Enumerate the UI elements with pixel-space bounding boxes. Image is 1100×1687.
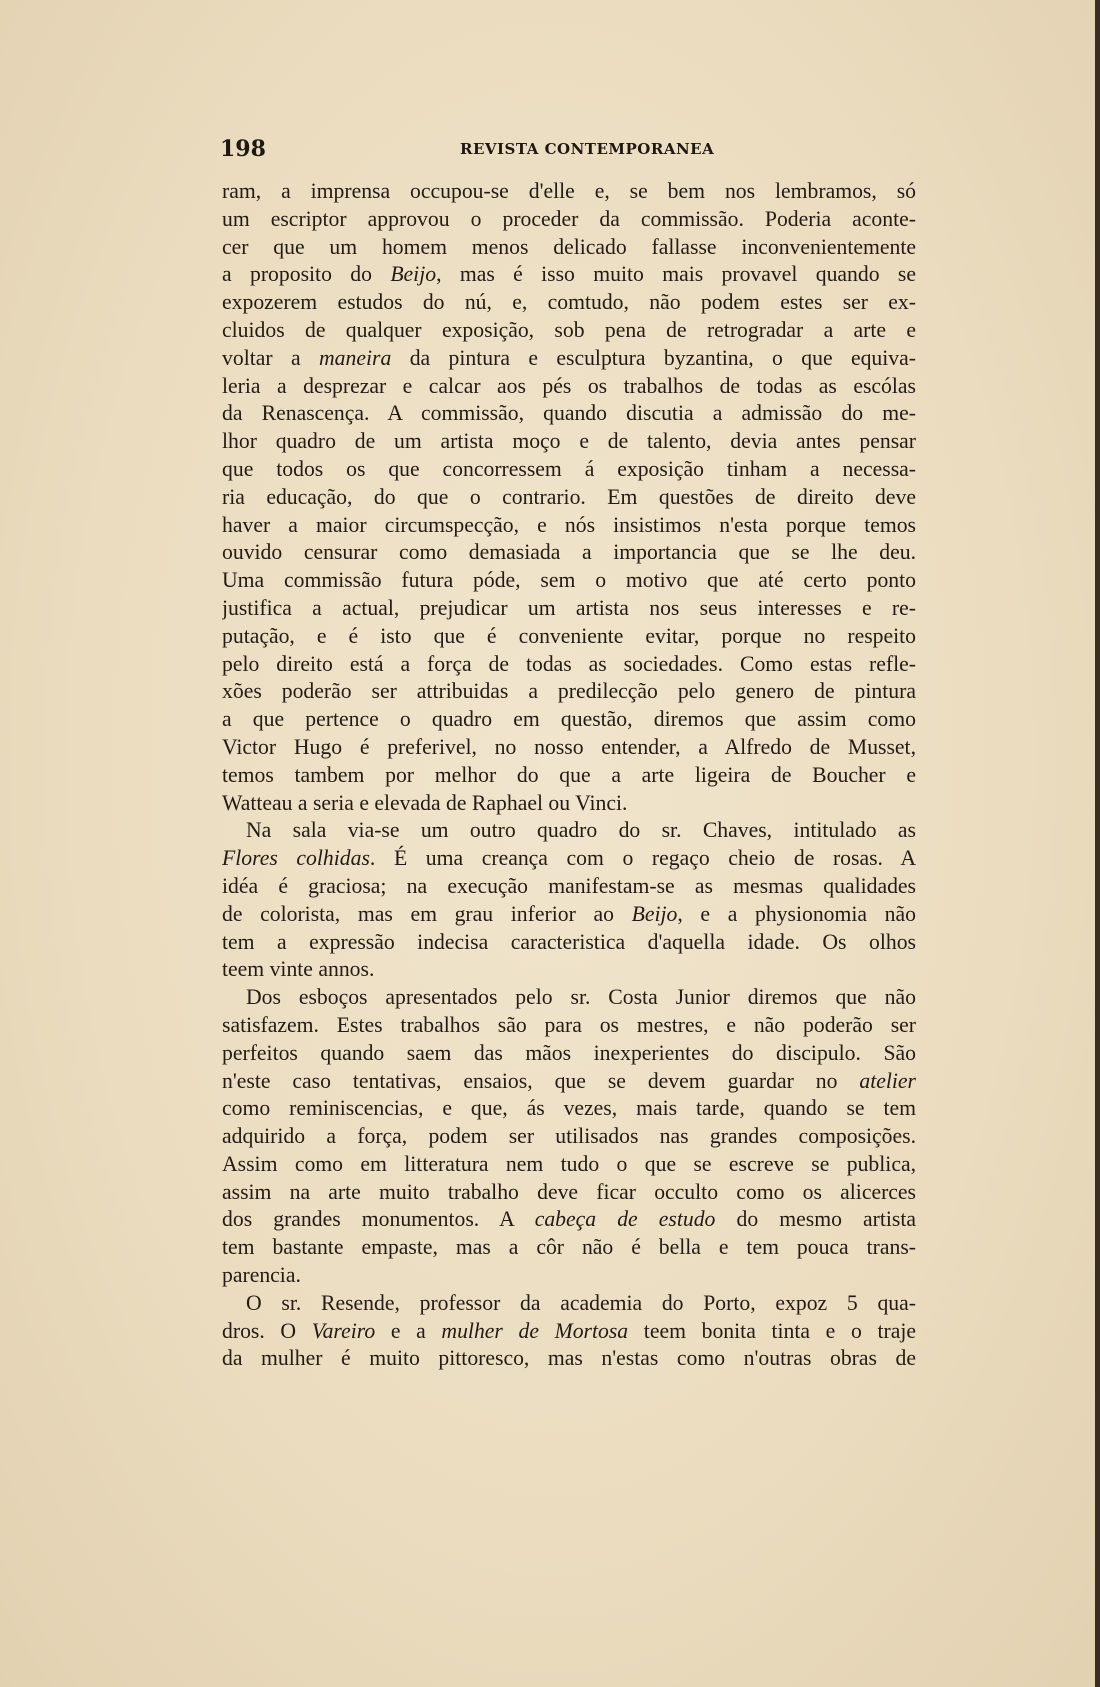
text-run: , mas é isso muito mais provavel quando se [436, 262, 916, 287]
text-run: voltar a [222, 345, 319, 370]
italic-title: Beijo [631, 901, 678, 926]
text-line [222, 373, 916, 401]
italic-title: Vareiro [311, 1318, 376, 1343]
text-line [222, 762, 916, 790]
text-run: Uma commissão futura póde, sem o motivo que até certo ponto [222, 568, 916, 593]
text-line [222, 1040, 916, 1068]
text-run: ria educação, do que o contrario. Em questões de direito deve [222, 484, 916, 509]
text-run: cer que um homem menos delicado fallasse inconvenientemente [222, 234, 916, 259]
text-run: um escriptor approvou o proceder da commissão. Poderia aconte- [222, 206, 916, 231]
text-run: Dos esboços apresentados pelo sr. Costa Junior diremos que não [246, 985, 916, 1010]
text-run: O sr. Resende, professor da academia do Porto, expoz 5 qua- [246, 1290, 916, 1315]
text-run: que todos os que concorressem á exposição tinham a necessa- [222, 456, 916, 481]
text-line [222, 428, 916, 456]
page-header [220, 136, 940, 166]
italic-title: atelier [859, 1068, 916, 1093]
text-run: Assim como em litteratura nem tudo o que se escreve se publica, [222, 1151, 916, 1176]
text-run: expozerem estudos do nú, e, comtudo, não podem estes ser ex- [222, 290, 916, 315]
text-run: ouvido censurar como demasiada a importancia que se lhe deu. [222, 540, 916, 565]
text-run: dros. O [222, 1318, 312, 1343]
text-line [222, 234, 916, 262]
text-run: assim na arte muito trabalho deve ficar occulto como os alicerces [222, 1179, 916, 1204]
italic-title: mulher de Mortosa [441, 1318, 629, 1343]
text-run: Victor Hugo é preferivel, no nosso entender, a Alfredo de Musset, [222, 734, 916, 759]
text-line [222, 261, 916, 289]
text-run: de colorista, mas em grau inferior ao [222, 901, 632, 926]
text-run: justifica a actual, prejudicar um artista nos seus interesses e re- [222, 595, 916, 620]
text-line [222, 1234, 916, 1262]
text-line [222, 178, 916, 206]
text-run: tem a expressão indecisa caracteristica d'aquella idade. Os olhos [222, 929, 916, 954]
text-line [222, 678, 916, 706]
text-line [222, 1262, 916, 1290]
text-line [222, 539, 916, 567]
running-title: REVISTA CONTEMPORANEA [460, 140, 715, 158]
text-line [222, 706, 916, 734]
text-line [222, 345, 916, 373]
text-run: da pintura e esculptura byzantina, o que equiva- [391, 345, 916, 370]
text-line [222, 1318, 916, 1346]
text-line [222, 1206, 916, 1234]
text-line [222, 1095, 916, 1123]
text-line [222, 1012, 916, 1040]
text-line [222, 1345, 916, 1373]
body-text [222, 178, 916, 1373]
text-run: n'este caso tentativas, ensaios, que se devem guardar no [222, 1068, 860, 1093]
text-line [222, 289, 916, 317]
text-run: da mulher é muito pittoresco, mas n'estas como n'outras obras de [222, 1346, 916, 1371]
text-run: idéa é graciosa; na execução manifestam-se as mesmas qualidades [222, 873, 916, 898]
text-run: xões poderão ser attribuidas a predilecção pelo genero de pintura [222, 679, 916, 704]
text-run: satisfazem. Estes trabalhos são para os mestres, e não poderão ser [222, 1012, 916, 1037]
text-run: parencia. [222, 1263, 301, 1288]
text-run: ram, a imprensa occupou-se d'elle e, se bem nos lembramos, só [222, 179, 916, 203]
text-run: tem bastante empaste, mas a côr não é bella e tem pouca trans- [222, 1235, 916, 1260]
italic-title: cabeça de estudo [534, 1207, 716, 1232]
text-run: . É uma creança com o regaço cheio de rosas. A [369, 846, 916, 871]
text-line [222, 400, 916, 428]
text-line [222, 456, 916, 484]
text-line [222, 1290, 916, 1318]
text-line [222, 484, 916, 512]
text-line [222, 623, 916, 651]
text-run: como reminiscencias, e que, ás vezes, mais tarde, quando se tem [222, 1096, 916, 1121]
text-run: teem vinte annos. [222, 957, 375, 982]
text-run: Watteau a seria e elevada de Raphael ou Vinci. [222, 790, 628, 815]
text-line [222, 984, 916, 1012]
text-line [222, 317, 916, 345]
text-line [222, 1151, 916, 1179]
text-run: pelo direito está a força de todas as sociedades. Como estas refle- [222, 651, 916, 676]
text-line [222, 1123, 916, 1151]
text-run: dos grandes monumentos. A [222, 1207, 535, 1232]
text-run: leria a desprezar e calcar aos pés os trabalhos de todas as escólas [222, 373, 916, 398]
italic-title: Flores colhidas [222, 846, 370, 871]
text-line [222, 206, 916, 234]
text-line [222, 873, 916, 901]
text-run: perfeitos quando saem das mãos inexperientes do discipulo. São [222, 1040, 916, 1065]
text-line [222, 929, 916, 957]
text-line [222, 512, 916, 540]
text-run: lhor quadro de um artista moço e de talento, devia antes pensar [222, 429, 916, 454]
italic-title: maneira [319, 345, 392, 370]
text-line [222, 790, 916, 818]
text-line [222, 651, 916, 679]
text-run: adquirido a força, podem ser utilisados nas grandes composições. [222, 1124, 916, 1149]
text-run: a que pertence o quadro em questão, diremos que assim como [222, 707, 916, 732]
text-run: cluidos de qualquer exposição, sob pena de retrogradar a arte e [222, 317, 916, 342]
text-line [222, 567, 916, 595]
text-run: do mesmo artista [715, 1207, 916, 1232]
text-run: haver a maior circumspecção, e nós insistimos n'esta porque temos [222, 512, 916, 537]
text-run: temos tambem por melhor do que a arte ligeira de Boucher e [222, 762, 916, 787]
text-run: e a [375, 1318, 442, 1343]
italic-title: Beijo [390, 262, 437, 287]
text-run: a proposito do [222, 262, 391, 287]
text-run: , e a physionomia não [677, 901, 916, 926]
page-number: 198 [220, 136, 266, 162]
text-run: Na sala via-se um outro quadro do sr. Chaves, intitulado as [246, 818, 916, 843]
text-line [222, 1179, 916, 1207]
text-line [222, 901, 916, 929]
page-edge-shadow [1095, 0, 1100, 1687]
text-line [222, 734, 916, 762]
text-line [222, 845, 916, 873]
text-line [222, 595, 916, 623]
text-line [222, 817, 916, 845]
text-run: da Renascença. A commissão, quando discutia a admissão do me- [222, 401, 916, 426]
text-line [222, 956, 916, 984]
text-run: putação, e é isto que é conveniente evitar, porque no respeito [222, 623, 916, 648]
text-line [222, 1068, 916, 1096]
text-run: teem bonita tinta e o traje [628, 1318, 916, 1343]
